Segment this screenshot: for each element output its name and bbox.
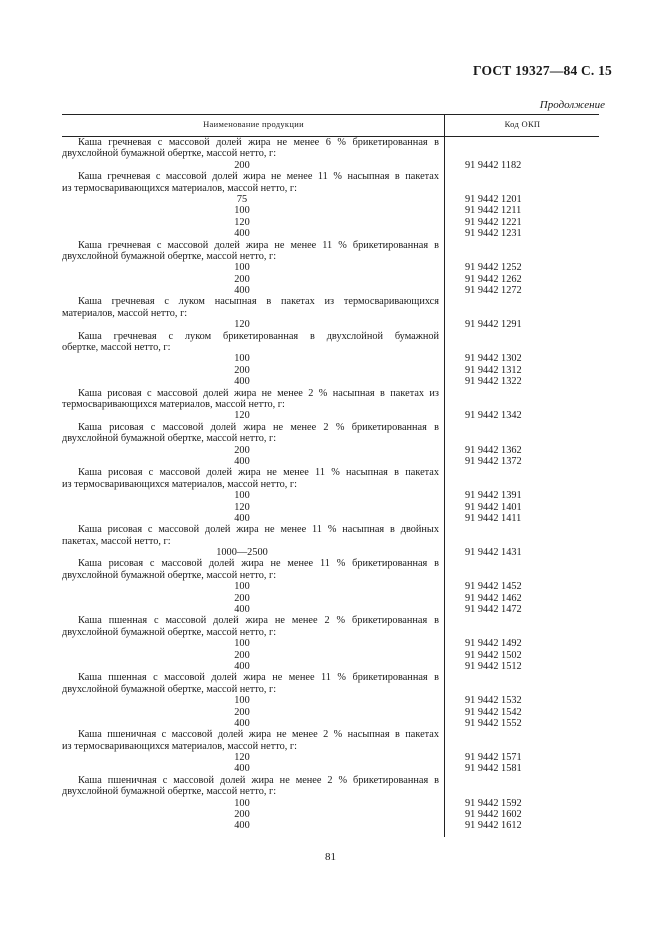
net-mass-value: 200: [234, 159, 250, 171]
product-description-line: материалов, массой нетто, г:: [62, 307, 188, 319]
okp-code-value: 91 9442 1372: [465, 455, 522, 467]
okp-code-value: 91 9442 1201: [465, 193, 522, 205]
okp-code-value: 91 9442 1252: [465, 262, 522, 274]
net-mass-value: 200: [234, 706, 250, 718]
description-row: [62, 422, 599, 433]
net-mass-value: 400: [234, 285, 250, 297]
table-row: [62, 376, 599, 387]
table-row: [62, 661, 599, 672]
okp-code-value: 91 9442 1542: [465, 706, 522, 718]
product-description-line: двухслойной бумажной обертке, массой нетто, г:: [62, 569, 277, 581]
okp-code-value: 91 9442 1401: [465, 501, 522, 513]
okp-code-value: 91 9442 1362: [465, 444, 522, 456]
net-mass-value: 200: [234, 592, 250, 604]
product-description-line: Каша рисовая с массовой долей жира не менее 11 % брикетированная в: [78, 558, 439, 570]
net-mass-value: 120: [234, 410, 250, 422]
okp-code-value: 91 9442 1512: [465, 660, 522, 672]
table-row: [62, 763, 599, 774]
net-mass-value: 200: [234, 649, 250, 661]
net-mass-value: 1000—2500: [216, 547, 268, 559]
okp-code-value: 91 9442 1472: [465, 604, 522, 616]
table-row: [62, 581, 599, 592]
okp-code-value: 91 9442 1462: [465, 592, 522, 604]
okp-code-value: 91 9442 1571: [465, 752, 522, 764]
table-row: [62, 604, 599, 615]
product-description-line: Каша рисовая с массовой долей жира не менее 2 % брикетированная в: [78, 421, 439, 433]
net-mass-value: 100: [234, 490, 250, 502]
description-row: [62, 672, 599, 683]
continuation-label: Продолжение: [539, 99, 605, 111]
table-row: [62, 502, 599, 513]
product-description-line: термосваривающихся материалов, массой нетто, г:: [62, 398, 285, 410]
okp-code-value: 91 9442 1211: [465, 205, 522, 217]
description-row: [62, 775, 599, 786]
table-row: [62, 593, 599, 604]
table-row: [62, 228, 599, 239]
column-header-okp-code: Код ОКП: [504, 119, 541, 129]
product-description-line: из термосваривающихся материалов, массой нетто, г:: [62, 182, 297, 194]
description-row: [62, 137, 599, 148]
table-row: [62, 205, 599, 216]
product-description-line: двухслойной бумажной обертке, массой нетто, г:: [62, 683, 277, 695]
okp-code-value: 91 9442 1322: [465, 376, 522, 388]
description-row: [62, 399, 599, 410]
product-description-line: Каша гречневая с массовой долей жира не менее 11 % брикетированная в: [78, 239, 439, 251]
product-description-line: Каша пшеничная с массовой долей жира не менее 2 % насыпная в пакетах: [78, 729, 439, 741]
table-row: [62, 194, 599, 205]
product-description-line: Каша гречневая с массовой долей жира не менее 6 % брикетированная в: [78, 137, 439, 148]
product-description-line: Каша пшенная с массовой долей жира не менее 11 % брикетированная в: [78, 672, 439, 684]
description-row: [62, 308, 599, 319]
table-row: [62, 809, 599, 820]
okp-code-value: 91 9442 1592: [465, 797, 522, 809]
okp-code-value: 91 9442 1612: [465, 820, 522, 832]
net-mass-value: 400: [234, 376, 250, 388]
okp-code-value: 91 9442 1431: [465, 547, 522, 559]
product-description-line: пакетах, массой нетто, г:: [62, 535, 171, 547]
net-mass-value: 100: [234, 581, 250, 593]
net-mass-value: 400: [234, 763, 250, 775]
product-description-line: двухслойной бумажной обертке, массой нетто, г:: [62, 250, 277, 262]
table-row: [62, 274, 599, 285]
product-description-line: обертке, массой нетто, г:: [62, 342, 171, 354]
table-row: [62, 752, 599, 763]
table-row: [62, 160, 599, 171]
net-mass-value: 120: [234, 752, 250, 764]
column-header-product-name: Наименование продукции: [203, 119, 304, 129]
table-row: [62, 262, 599, 273]
product-description-line: Каша гречневая с луком насыпная в пакетах из термосваривающихся: [78, 296, 439, 308]
okp-code-value: 91 9442 1291: [465, 319, 522, 331]
description-row: [62, 729, 599, 740]
page-number: 81: [325, 851, 336, 863]
description-row: [62, 786, 599, 797]
okp-code-value: 91 9442 1221: [465, 216, 522, 228]
product-description-line: Каша гречневая с луком брикетированная в двухслойной бумажной: [78, 330, 439, 342]
net-mass-value: 400: [234, 228, 250, 240]
product-description-line: двухслойной бумажной обертке, массой нетто, г:: [62, 148, 277, 160]
product-description-line: Каша рисовая с массовой долей жира не менее 2 % насыпная в пакетах из: [78, 387, 439, 399]
table-row: [62, 217, 599, 228]
description-row: [62, 148, 599, 159]
description-row: [62, 183, 599, 194]
net-mass-value: 100: [234, 797, 250, 809]
okp-code-value: 91 9442 1411: [465, 512, 522, 524]
table-row: [62, 490, 599, 501]
net-mass-value: 100: [234, 205, 250, 217]
description-row: [62, 251, 599, 262]
table-row: [62, 695, 599, 706]
okp-code-value: 91 9442 1272: [465, 285, 522, 297]
description-row: [62, 296, 599, 307]
product-description-line: Каша рисовая с массовой долей жира не менее 11 % насыпная в пакетах: [78, 467, 439, 479]
product-description-line: Каша пшенная с массовой долей жира не менее 2 % брикетированная в: [78, 615, 439, 627]
net-mass-value: 200: [234, 364, 250, 376]
description-row: [62, 741, 599, 752]
okp-code-value: 91 9442 1532: [465, 695, 522, 707]
table-row: [62, 718, 599, 729]
table-row: [62, 410, 599, 421]
product-description-line: Каша рисовая с массовой долей жира не менее 11 % насыпная в двойных: [78, 524, 439, 536]
okp-code-value: 91 9442 1312: [465, 364, 522, 376]
table-row: [62, 319, 599, 330]
table-row: [62, 285, 599, 296]
description-row: [62, 467, 599, 478]
net-mass-value: 100: [234, 262, 250, 274]
product-description-line: двухслойной бумажной обертке, массой нетто, г:: [62, 433, 277, 445]
table-row: [62, 798, 599, 809]
table-row: [62, 365, 599, 376]
net-mass-value: 200: [234, 809, 250, 821]
net-mass-value: 400: [234, 660, 250, 672]
description-row: [62, 433, 599, 444]
okp-code-value: 91 9442 1391: [465, 490, 522, 502]
net-mass-value: 200: [234, 444, 250, 456]
okp-code-value: 91 9442 1552: [465, 717, 522, 729]
description-row: [62, 342, 599, 353]
description-row: [62, 331, 599, 342]
table-body: [62, 137, 599, 832]
okp-code-value: 91 9442 1182: [465, 159, 522, 171]
product-description-line: двухслойной бумажной обертке, массой нетто, г:: [62, 626, 277, 638]
okp-code-value: 91 9442 1492: [465, 638, 522, 650]
product-description-line: Каша пшеничная с массовой долей жира не менее 2 % брикетированная в: [78, 774, 439, 786]
description-row: [62, 558, 599, 569]
okp-code-value: 91 9442 1602: [465, 809, 522, 821]
description-row: [62, 524, 599, 535]
table-row: [62, 820, 599, 831]
product-description-line: Каша гречневая с массовой долей жира не менее 11 % насыпная в пакетах: [78, 171, 439, 183]
description-row: [62, 570, 599, 581]
table-row: [62, 353, 599, 364]
product-code-table: [62, 114, 599, 832]
net-mass-value: 400: [234, 820, 250, 832]
page-header-standard: ГОСТ 19327—84 С. 15: [473, 63, 612, 78]
description-row: [62, 627, 599, 638]
table-row: [62, 547, 599, 558]
description-row: [62, 479, 599, 490]
table-row: [62, 445, 599, 456]
net-mass-value: 120: [234, 216, 250, 228]
okp-code-value: 91 9442 1231: [465, 228, 522, 240]
okp-code-value: 91 9442 1302: [465, 353, 522, 365]
okp-code-value: 91 9442 1581: [465, 763, 522, 775]
table-row: [62, 513, 599, 524]
product-description-line: из термосваривающихся материалов, массой нетто, г:: [62, 740, 297, 752]
net-mass-value: 400: [234, 604, 250, 616]
net-mass-value: 120: [234, 319, 250, 331]
table-row: [62, 707, 599, 718]
net-mass-value: 100: [234, 638, 250, 650]
table-row: [62, 456, 599, 467]
description-row: [62, 240, 599, 251]
net-mass-value: 100: [234, 695, 250, 707]
okp-code-value: 91 9442 1342: [465, 410, 522, 422]
product-description-line: из термосваривающихся материалов, массой нетто, г:: [62, 478, 297, 490]
net-mass-value: 400: [234, 455, 250, 467]
table-row: [62, 650, 599, 661]
description-row: [62, 615, 599, 626]
net-mass-value: 200: [234, 273, 250, 285]
net-mass-value: 400: [234, 512, 250, 524]
okp-code-value: 91 9442 1262: [465, 273, 522, 285]
product-description-line: двухслойной бумажной обертке, массой нетто, г:: [62, 786, 277, 798]
description-row: [62, 171, 599, 182]
table-row: [62, 638, 599, 649]
net-mass-value: 120: [234, 501, 250, 513]
description-row: [62, 536, 599, 547]
okp-code-value: 91 9442 1502: [465, 649, 522, 661]
description-row: [62, 388, 599, 399]
table-header: [62, 114, 599, 137]
description-row: [62, 684, 599, 695]
net-mass-value: 400: [234, 717, 250, 729]
net-mass-value: 75: [236, 193, 248, 205]
okp-code-value: 91 9442 1452: [465, 581, 522, 593]
net-mass-value: 100: [234, 353, 250, 365]
